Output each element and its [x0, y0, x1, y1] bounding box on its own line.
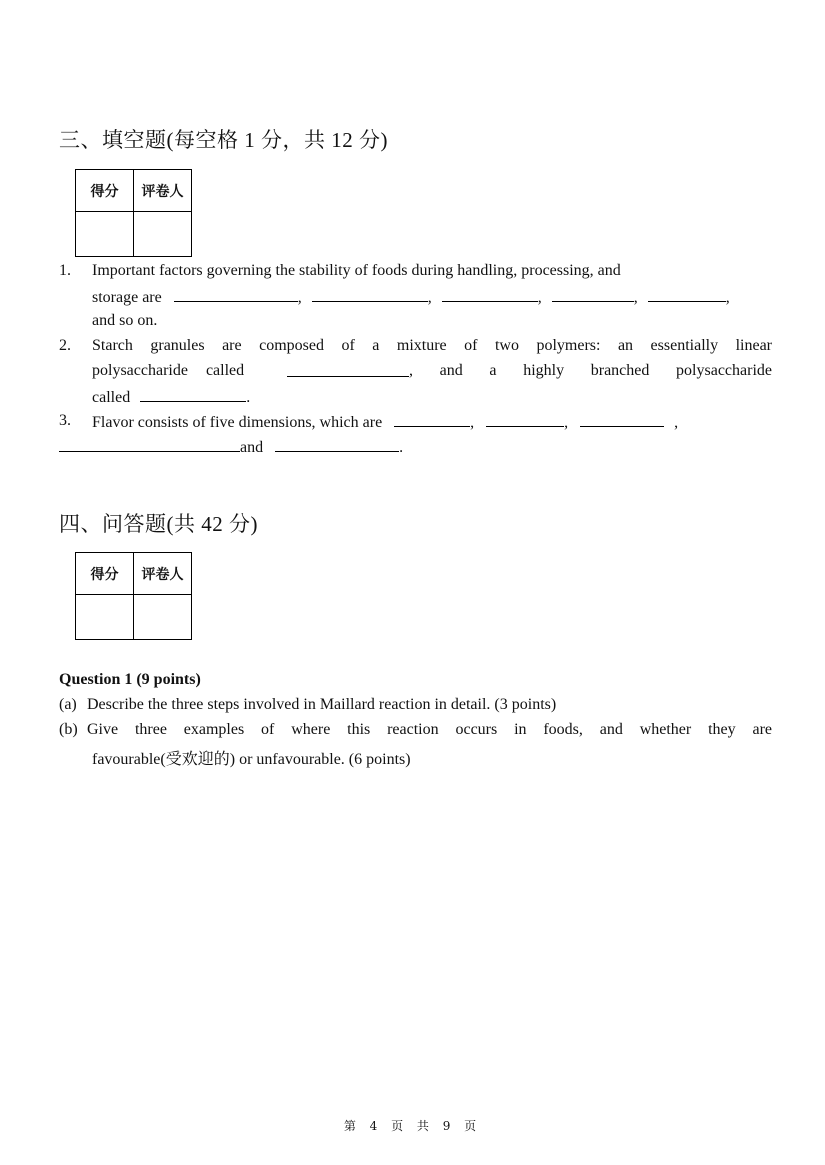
- grader-header: 评卷人: [134, 553, 192, 595]
- answer-blank: [486, 412, 564, 427]
- answer-blank: [312, 287, 428, 302]
- item-text-line2: [92, 287, 730, 307]
- item-number: 1.: [59, 262, 71, 279]
- part-text: Describe the three steps involved in Maillard reaction in detail. (3 points): [87, 696, 557, 713]
- question-title: Question 1 (9 points): [59, 671, 201, 688]
- separator: ,: [297, 289, 302, 306]
- separator: ,: [725, 289, 730, 306]
- section4-title: 四、问答题(共 42 分): [59, 512, 258, 536]
- score-cell: [76, 595, 134, 640]
- separator: ,: [674, 414, 679, 431]
- separator: .: [246, 389, 251, 406]
- score-cell: [76, 212, 134, 257]
- answer-blank: [552, 287, 634, 302]
- answer-blank: [174, 287, 298, 302]
- item-text: Flavor consists of five dimensions, which are: [92, 414, 383, 431]
- separator: .: [399, 439, 404, 456]
- item-number: 3.: [59, 412, 71, 429]
- grader-cell: [134, 595, 192, 640]
- score-header: 得分: [76, 170, 134, 212]
- separator: ,: [537, 289, 542, 306]
- part-text-line2: favourable(受欢迎的) or unfavourable. (6 points): [92, 751, 411, 768]
- section3-title: 三、填空题(每空格 1 分，共 12 分): [59, 128, 388, 152]
- separator: ,: [427, 289, 432, 306]
- answer-blank: [648, 287, 726, 302]
- item-text: called: [92, 389, 131, 406]
- item-text-line2: [59, 437, 403, 457]
- item-text: Starch granules are composed of a mixture of two polymers: an essentially linear: [92, 337, 772, 354]
- answer-blank: [59, 437, 240, 452]
- answer-blank-wrap: [287, 362, 409, 382]
- item-text-line3: [92, 387, 250, 407]
- section4-score-table: [75, 552, 192, 640]
- item-text: and: [240, 439, 264, 456]
- answer-blank: [275, 437, 399, 452]
- item-text-line1: [92, 412, 678, 432]
- item-text: storage are: [92, 289, 162, 306]
- score-header: 得分: [76, 553, 134, 595]
- section3-score-table: [75, 169, 192, 257]
- separator: ,: [633, 289, 638, 306]
- answer-blank: [287, 362, 409, 377]
- item-text: Important factors governing the stability of foods during handling, processing, and: [92, 262, 621, 279]
- item-text: and so on.: [92, 312, 158, 329]
- grader-cell: [134, 212, 192, 257]
- part-text: Give three examples of where this reaction occurs in foods, and whether they are: [87, 721, 772, 738]
- answer-blank: [580, 412, 664, 427]
- answer-blank: [394, 412, 470, 427]
- item-text: , and a highly branched polysaccharide: [409, 362, 772, 379]
- part-label: (a): [59, 696, 77, 713]
- page-footer: 第 4 页 共 9 页: [343, 1119, 482, 1133]
- answer-blank: [442, 287, 538, 302]
- part-label: (b): [59, 721, 78, 738]
- answer-blank: [140, 387, 246, 402]
- item-number: 2.: [59, 337, 71, 354]
- separator: ,: [470, 414, 475, 431]
- grader-header: 评卷人: [134, 170, 192, 212]
- separator: ,: [564, 414, 569, 431]
- item-text: polysaccharide called: [92, 362, 245, 379]
